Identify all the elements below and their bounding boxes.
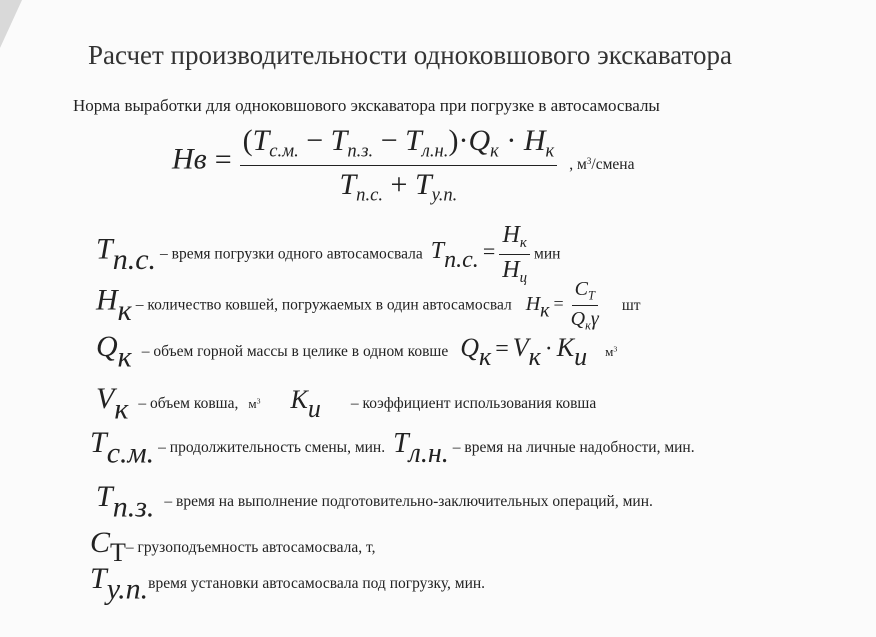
unit-prefix: , м [569, 155, 587, 173]
def-symbol: T [96, 480, 113, 513]
def-unit: мин [534, 245, 561, 263]
t-yp-sub: у.п. [431, 184, 458, 205]
def-description: – количество ковшей, погружаемых в один автосамосвал [135, 296, 512, 314]
def-unit-sup: 3 [256, 396, 261, 406]
def-den-gamma: γ [590, 308, 599, 331]
def-description: – продолжительность смены, мин. [158, 439, 386, 456]
def-unit [248, 396, 260, 411]
def-symbol-sub: Т [110, 538, 126, 568]
t-sm: T [252, 124, 270, 157]
def-symbol: V [96, 382, 115, 415]
def-symbol: T [96, 232, 113, 266]
formula-unit [569, 156, 634, 173]
def-formula-lhs: T [430, 238, 445, 265]
def-symbol-sub: к [117, 294, 132, 327]
def-symbol-sub: к [114, 392, 129, 426]
dot-1: · [458, 124, 469, 157]
def-description-2: – время на личные надобности, мин. [452, 439, 695, 456]
formula-fraction [240, 124, 558, 206]
def-num-sym: C [574, 278, 588, 300]
def-den-sub: к [585, 318, 591, 333]
formula-lhs: Нв [172, 142, 207, 176]
t-ps-sub: п.с. [356, 184, 384, 205]
formula-denominator [336, 166, 460, 207]
def-description: – время на выполнение подготовительно-заключительных операций, мин. [164, 493, 653, 510]
definition-row [96, 480, 653, 525]
def-description: – объем ковша, [138, 395, 239, 412]
definition-row [96, 382, 596, 427]
paren-close: ) [448, 124, 459, 157]
def-formula-num [572, 278, 598, 306]
def-den-sub: ц [519, 270, 528, 287]
minus-2: − [380, 124, 398, 157]
def-formula-num [499, 222, 529, 255]
def-description: время установки автосамосвала под погрузку, мин. [148, 575, 486, 592]
q-k: Q [468, 124, 491, 157]
definition-row [90, 562, 485, 607]
page-title: Расчет производительности одноковшового экскаватора [88, 40, 732, 70]
formula-numerator [240, 124, 558, 166]
def-formula-lhs-sub: п.с. [444, 246, 479, 273]
def-num-sym: H [502, 222, 520, 248]
def-formula-fraction [568, 278, 602, 334]
def-symbol: T [90, 562, 107, 595]
def-formula-lhs: H [525, 292, 541, 315]
def-symbol: C [90, 526, 111, 559]
def-symbol: H [96, 283, 118, 317]
def-description-2: – коэффициент использования ковша [350, 395, 597, 412]
def-formula-eq: = [482, 238, 496, 264]
folded-corner [0, 0, 22, 48]
def-den-sym: H [502, 257, 520, 284]
def-num-sub: Т [587, 288, 595, 303]
def-formula-lhs: Q [460, 333, 480, 362]
def-unit [605, 344, 617, 359]
main-formula [172, 124, 634, 206]
def-formula-dot: · [544, 336, 553, 362]
def-unit-prefix: м [248, 396, 257, 411]
def-symbol-2-sub: л.н. [408, 437, 449, 469]
def-formula-eq: = [553, 293, 564, 314]
def-symbol-sub: к [117, 340, 132, 374]
def-den-sym: Q [570, 308, 586, 331]
minus-1: − [306, 124, 324, 157]
t-ps: T [339, 167, 357, 201]
def-formula-lhs-sub: к [540, 299, 550, 322]
formula-eq: = [214, 142, 232, 176]
unit-sup: 3 [586, 156, 592, 167]
def-formula-k: K [556, 333, 575, 362]
def-formula-v: V [512, 333, 529, 362]
t-pz-sub: п.з. [347, 140, 374, 162]
def-unit-sup: 3 [613, 344, 618, 354]
def-unit-prefix: м [605, 344, 614, 359]
def-formula-eq: = [495, 336, 509, 362]
def-description: – время погрузки одного автосамосвала [160, 245, 423, 263]
t-sm-sub: с.м. [269, 140, 299, 162]
def-formula-v-sub: к [528, 342, 541, 372]
def-symbol-sub: у.п. [106, 572, 149, 606]
subtitle: Норма выработки для одноковшового экскаватора при погрузке в автосамосвалы [73, 96, 660, 115]
def-num-sub: к [519, 235, 527, 252]
t-yp: T [414, 167, 432, 201]
t-ln-sub: л.н. [421, 140, 449, 162]
def-symbol-sub: п.с. [112, 242, 157, 276]
def-symbol-2: T [393, 428, 409, 459]
definition-row [90, 426, 695, 471]
def-symbol: Q [96, 330, 118, 363]
def-symbol-2-sub: и [307, 394, 321, 424]
def-symbol-2: K [290, 385, 308, 414]
q-k-sub: к [490, 140, 499, 162]
def-symbol: T [90, 426, 107, 459]
def-formula-k-sub: и [574, 342, 588, 372]
unit-suffix: /смена [591, 155, 635, 173]
definition-row [96, 278, 641, 334]
h-k-sub: к [545, 140, 555, 162]
h-k: H [523, 124, 546, 157]
t-ln: T [405, 124, 422, 157]
def-description: – объем горной массы в целике в одном ковше [141, 343, 449, 360]
def-symbol-sub: п.з. [112, 490, 155, 524]
definition-row [96, 330, 617, 375]
def-description: – грузоподъемность автосамосвала, т, [125, 539, 376, 556]
t-pz: T [330, 124, 348, 157]
def-formula-lhs-sub: к [479, 342, 492, 372]
plus: + [390, 167, 408, 201]
dot-2: · [506, 124, 517, 157]
def-unit: шт [621, 296, 641, 314]
paren-open: ( [242, 124, 253, 157]
def-symbol-sub: с.м. [106, 436, 155, 470]
